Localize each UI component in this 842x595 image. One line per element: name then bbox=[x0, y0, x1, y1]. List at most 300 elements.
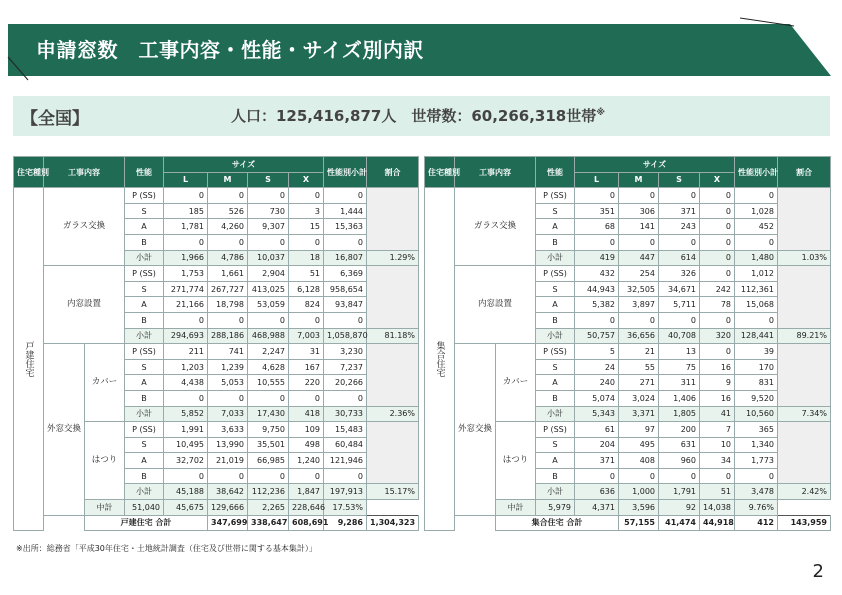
perf-subtotal-cell: 7,237 bbox=[324, 359, 367, 375]
perf-subtotal-cell: 10,560 bbox=[735, 406, 778, 422]
value-cell: 6,128 bbox=[289, 281, 324, 297]
value-cell: 0 bbox=[289, 188, 324, 204]
value-cell: 271,774 bbox=[164, 281, 208, 297]
value-cell: 0 bbox=[700, 188, 735, 204]
value-cell: 1,847 bbox=[289, 484, 324, 500]
value-cell: 7,003 bbox=[289, 328, 324, 344]
value-cell: 320 bbox=[700, 328, 735, 344]
value-cell: 2,904 bbox=[248, 266, 289, 282]
value-cell: 0 bbox=[248, 312, 289, 328]
perf-subtotal-cell: 3,478 bbox=[735, 484, 778, 500]
header-size-m: M bbox=[208, 172, 248, 188]
performance-cell: P (SS) bbox=[125, 422, 164, 438]
value-cell: 0 bbox=[575, 468, 619, 484]
total-value-cell: 347,699 bbox=[208, 515, 248, 531]
performance-cell: S bbox=[125, 437, 164, 453]
value-cell: 0 bbox=[248, 390, 289, 406]
ratio-cell: 1.29% bbox=[367, 250, 419, 266]
total-value-cell: 608,691 bbox=[289, 515, 324, 531]
value-cell: 0 bbox=[619, 312, 659, 328]
value-cell: 9,307 bbox=[248, 219, 289, 235]
subtotal-label: 小計 bbox=[125, 406, 164, 422]
value-cell: 34 bbox=[700, 453, 735, 469]
performance-cell: P (SS) bbox=[536, 422, 575, 438]
perf-subtotal-cell: 1,444 bbox=[324, 203, 367, 219]
value-cell: 1,991 bbox=[164, 422, 208, 438]
value-cell: 243 bbox=[659, 219, 700, 235]
ratio-cell bbox=[367, 266, 419, 328]
ratio-cell bbox=[778, 188, 831, 250]
value-cell: 3,596 bbox=[619, 500, 659, 516]
perf-subtotal-cell: 15,363 bbox=[324, 219, 367, 235]
page-title: 申請窓数 工事内容・性能・サイズ別内訳 bbox=[36, 38, 424, 62]
perf-subtotal-cell: 15,483 bbox=[324, 422, 367, 438]
subtotal-label: 小計 bbox=[536, 328, 575, 344]
ratio-cell: 9.76% bbox=[735, 500, 778, 516]
value-cell: 0 bbox=[164, 312, 208, 328]
header-ratio: 割合 bbox=[367, 157, 419, 188]
performance-cell: P (SS) bbox=[125, 266, 164, 282]
performance-cell: A bbox=[125, 453, 164, 469]
value-cell: 0 bbox=[659, 468, 700, 484]
perf-subtotal-cell: 0 bbox=[324, 468, 367, 484]
value-cell: 432 bbox=[575, 266, 619, 282]
header-size-x: X bbox=[289, 172, 324, 188]
ratio-cell bbox=[778, 266, 831, 328]
value-cell: 2,265 bbox=[248, 500, 289, 516]
subtotal-label: 小計 bbox=[125, 328, 164, 344]
population-text: 人口：125,416,877人 世帯数：60,266,318世帯 bbox=[231, 107, 597, 125]
value-cell: 636 bbox=[575, 484, 619, 500]
value-cell: 0 bbox=[700, 312, 735, 328]
performance-cell: B bbox=[125, 468, 164, 484]
value-cell: 4,628 bbox=[248, 359, 289, 375]
performance-cell: S bbox=[536, 281, 575, 297]
value-cell: 61 bbox=[575, 422, 619, 438]
performance-cell: B bbox=[536, 234, 575, 250]
value-cell: 0 bbox=[208, 234, 248, 250]
value-cell: 44,943 bbox=[575, 281, 619, 297]
value-cell: 0 bbox=[659, 234, 700, 250]
housing-type-cell: 集合住宅 bbox=[425, 188, 455, 531]
value-cell: 0 bbox=[575, 188, 619, 204]
value-cell: 730 bbox=[248, 203, 289, 219]
value-cell: 40,708 bbox=[659, 328, 700, 344]
value-cell: 240 bbox=[575, 375, 619, 391]
value-cell: 13 bbox=[659, 344, 700, 360]
header-size-s: S bbox=[248, 172, 289, 188]
value-cell: 0 bbox=[700, 266, 735, 282]
value-cell: 306 bbox=[619, 203, 659, 219]
value-cell: 5 bbox=[575, 344, 619, 360]
perf-subtotal-cell: 0 bbox=[324, 312, 367, 328]
performance-cell: P (SS) bbox=[125, 188, 164, 204]
header-size-s: S bbox=[659, 172, 700, 188]
header-housing-type: 住宅種別 bbox=[14, 157, 44, 188]
value-cell: 614 bbox=[659, 250, 700, 266]
value-cell: 200 bbox=[659, 422, 700, 438]
value-cell: 15 bbox=[289, 219, 324, 235]
value-cell: 271 bbox=[619, 375, 659, 391]
grand-total-row bbox=[425, 515, 831, 531]
value-cell: 294,693 bbox=[164, 328, 208, 344]
ratio-cell: 17.53% bbox=[324, 500, 367, 516]
value-cell: 5,852 bbox=[164, 406, 208, 422]
value-cell: 0 bbox=[700, 250, 735, 266]
performance-cell: S bbox=[536, 437, 575, 453]
value-cell: 5,979 bbox=[536, 500, 575, 516]
value-cell: 45,188 bbox=[164, 484, 208, 500]
total-value-cell: 338,647 bbox=[248, 515, 289, 531]
perf-subtotal-cell: 1,773 bbox=[735, 453, 778, 469]
value-cell: 326 bbox=[659, 266, 700, 282]
note-mark: ※ bbox=[596, 108, 605, 118]
perf-subtotal-cell: 0 bbox=[324, 188, 367, 204]
ratio-cell: 81.18% bbox=[367, 328, 419, 344]
value-cell: 3,024 bbox=[619, 390, 659, 406]
value-cell: 0 bbox=[659, 312, 700, 328]
value-cell: 0 bbox=[575, 312, 619, 328]
value-cell: 0 bbox=[700, 344, 735, 360]
performance-cell: P (SS) bbox=[125, 344, 164, 360]
value-cell: 75 bbox=[659, 359, 700, 375]
value-cell: 24 bbox=[575, 359, 619, 375]
ratio-cell: 7.34% bbox=[778, 406, 831, 422]
performance-cell: P (SS) bbox=[536, 266, 575, 282]
value-cell: 0 bbox=[208, 312, 248, 328]
performance-cell: S bbox=[125, 359, 164, 375]
value-cell: 4,438 bbox=[164, 375, 208, 391]
detached-house-table bbox=[13, 156, 419, 531]
performance-cell: B bbox=[125, 390, 164, 406]
header-size: サイズ bbox=[575, 157, 735, 173]
value-cell: 50,757 bbox=[575, 328, 619, 344]
performance-cell: A bbox=[536, 219, 575, 235]
value-cell: 741 bbox=[208, 344, 248, 360]
value-cell: 5,711 bbox=[659, 297, 700, 313]
value-cell: 0 bbox=[248, 468, 289, 484]
subtotal-label: 中計 bbox=[496, 500, 536, 516]
apartment-table bbox=[424, 156, 831, 531]
work-type-cell: 外窓交換 bbox=[455, 344, 496, 516]
value-cell: 5,074 bbox=[575, 390, 619, 406]
total-sum-cell: 1,304,323 bbox=[367, 515, 419, 531]
total-value-cell: 44,918 bbox=[700, 515, 735, 531]
ratio-cell: 15.17% bbox=[367, 484, 419, 500]
value-cell: 1,239 bbox=[208, 359, 248, 375]
value-cell: 3,633 bbox=[208, 422, 248, 438]
perf-subtotal-cell: 0 bbox=[324, 234, 367, 250]
subtotal-label: 小計 bbox=[536, 484, 575, 500]
ratio-cell: 89.21% bbox=[778, 328, 831, 344]
value-cell: 1,661 bbox=[208, 266, 248, 282]
value-cell: 51,040 bbox=[125, 500, 164, 516]
value-cell: 418 bbox=[289, 406, 324, 422]
table-row bbox=[425, 344, 831, 360]
value-cell: 5,053 bbox=[208, 375, 248, 391]
value-cell: 32,702 bbox=[164, 453, 208, 469]
perf-subtotal-cell: 39 bbox=[735, 344, 778, 360]
perf-subtotal-cell: 197,913 bbox=[324, 484, 367, 500]
performance-cell: S bbox=[125, 203, 164, 219]
table-row bbox=[425, 188, 831, 204]
perf-subtotal-cell: 0 bbox=[735, 468, 778, 484]
value-cell: 0 bbox=[164, 390, 208, 406]
value-cell: 0 bbox=[248, 234, 289, 250]
value-cell: 3,897 bbox=[619, 297, 659, 313]
total-sum-cell: 143,959 bbox=[778, 515, 831, 531]
perf-subtotal-cell: 3,230 bbox=[324, 344, 367, 360]
perf-subtotal-cell: 0 bbox=[735, 312, 778, 328]
performance-cell: A bbox=[125, 219, 164, 235]
work-type-cell: ガラス交換 bbox=[455, 188, 536, 266]
performance-cell: A bbox=[536, 297, 575, 313]
value-cell: 254 bbox=[619, 266, 659, 282]
work-type-cell: 内窓設置 bbox=[44, 266, 125, 344]
value-cell: 16 bbox=[700, 390, 735, 406]
subtotal-label: 小計 bbox=[536, 250, 575, 266]
header-subtotal: 性能別小計 bbox=[735, 157, 778, 188]
value-cell: 0 bbox=[289, 234, 324, 250]
value-cell: 5,343 bbox=[575, 406, 619, 422]
value-cell: 1,240 bbox=[289, 453, 324, 469]
subtotal-label: 小計 bbox=[125, 250, 164, 266]
ratio-cell: 2.36% bbox=[367, 406, 419, 422]
value-cell: 4,260 bbox=[208, 219, 248, 235]
value-cell: 0 bbox=[700, 203, 735, 219]
value-cell: 34,671 bbox=[659, 281, 700, 297]
value-cell: 17,430 bbox=[248, 406, 289, 422]
value-cell: 371 bbox=[575, 453, 619, 469]
performance-cell: B bbox=[536, 312, 575, 328]
perf-subtotal-cell: 6,369 bbox=[324, 266, 367, 282]
blank-cell bbox=[44, 515, 85, 531]
value-cell: 13,990 bbox=[208, 437, 248, 453]
value-cell: 824 bbox=[289, 297, 324, 313]
value-cell: 21,166 bbox=[164, 297, 208, 313]
value-cell: 92 bbox=[659, 500, 700, 516]
value-cell: 267,727 bbox=[208, 281, 248, 297]
value-cell: 129,666 bbox=[208, 500, 248, 516]
value-cell: 220 bbox=[289, 375, 324, 391]
value-cell: 0 bbox=[700, 234, 735, 250]
perf-subtotal-cell: 831 bbox=[735, 375, 778, 391]
value-cell: 0 bbox=[164, 188, 208, 204]
value-cell: 413,025 bbox=[248, 281, 289, 297]
perf-subtotal-cell: 30,733 bbox=[324, 406, 367, 422]
region-label: 【全国】 bbox=[21, 109, 89, 129]
value-cell: 0 bbox=[208, 468, 248, 484]
header-size-l: L bbox=[164, 172, 208, 188]
value-cell: 204 bbox=[575, 437, 619, 453]
value-cell: 419 bbox=[575, 250, 619, 266]
subtotal-label: 中計 bbox=[85, 500, 125, 516]
perf-subtotal-cell: 112,361 bbox=[735, 281, 778, 297]
value-cell: 351 bbox=[575, 203, 619, 219]
value-cell: 0 bbox=[700, 468, 735, 484]
value-cell: 1,781 bbox=[164, 219, 208, 235]
perf-subtotal-cell: 1,340 bbox=[735, 437, 778, 453]
value-cell: 21,019 bbox=[208, 453, 248, 469]
header-housing-type: 住宅種別 bbox=[425, 157, 455, 188]
perf-subtotal-cell: 958,654 bbox=[324, 281, 367, 297]
value-cell: 35,501 bbox=[248, 437, 289, 453]
value-cell: 41 bbox=[700, 406, 735, 422]
value-cell: 0 bbox=[289, 468, 324, 484]
value-cell: 66,985 bbox=[248, 453, 289, 469]
value-cell: 0 bbox=[700, 219, 735, 235]
title-banner bbox=[8, 24, 831, 76]
value-cell: 0 bbox=[659, 188, 700, 204]
value-cell: 5,382 bbox=[575, 297, 619, 313]
blank-cell bbox=[455, 515, 496, 531]
total-value-cell: 57,155 bbox=[619, 515, 659, 531]
value-cell: 408 bbox=[619, 453, 659, 469]
value-cell: 211 bbox=[164, 344, 208, 360]
header-size-l: L bbox=[575, 172, 619, 188]
subtotal-label: 小計 bbox=[536, 406, 575, 422]
perf-subtotal-cell: 128,441 bbox=[735, 328, 778, 344]
perf-subtotal-cell: 1,028 bbox=[735, 203, 778, 219]
value-cell: 78 bbox=[700, 297, 735, 313]
value-cell: 0 bbox=[208, 188, 248, 204]
value-cell: 112,236 bbox=[248, 484, 289, 500]
table-row bbox=[14, 266, 419, 282]
perf-subtotal-cell: 93,847 bbox=[324, 297, 367, 313]
value-cell: 288,186 bbox=[208, 328, 248, 344]
value-cell: 311 bbox=[659, 375, 700, 391]
performance-cell: P (SS) bbox=[536, 188, 575, 204]
perf-subtotal-cell: 170 bbox=[735, 359, 778, 375]
value-cell: 53,059 bbox=[248, 297, 289, 313]
value-cell: 10,495 bbox=[164, 437, 208, 453]
value-cell: 495 bbox=[619, 437, 659, 453]
grand-total-label: 戸建住宅 合計 bbox=[85, 515, 208, 531]
performance-cell: B bbox=[536, 468, 575, 484]
perf-subtotal-cell: 1,012 bbox=[735, 266, 778, 282]
performance-cell: S bbox=[536, 203, 575, 219]
perf-subtotal-cell: 14,038 bbox=[700, 500, 735, 516]
header-ratio: 割合 bbox=[778, 157, 831, 188]
perf-subtotal-cell: 15,068 bbox=[735, 297, 778, 313]
population-label bbox=[231, 105, 605, 126]
performance-cell: B bbox=[125, 312, 164, 328]
value-cell: 21 bbox=[619, 344, 659, 360]
perf-subtotal-cell: 365 bbox=[735, 422, 778, 438]
value-cell: 0 bbox=[208, 390, 248, 406]
table-row bbox=[14, 344, 419, 360]
value-cell: 4,786 bbox=[208, 250, 248, 266]
header-size-x: X bbox=[700, 172, 735, 188]
value-cell: 7,033 bbox=[208, 406, 248, 422]
perf-subtotal-cell: 0 bbox=[324, 390, 367, 406]
ratio-cell bbox=[367, 422, 419, 484]
value-cell: 0 bbox=[619, 234, 659, 250]
value-cell: 3,371 bbox=[619, 406, 659, 422]
grand-total-label: 集合住宅 合計 bbox=[496, 515, 619, 531]
value-cell: 10 bbox=[700, 437, 735, 453]
performance-cell: A bbox=[125, 297, 164, 313]
value-cell: 3 bbox=[289, 203, 324, 219]
value-cell: 4,371 bbox=[575, 500, 619, 516]
total-value-cell: 41,474 bbox=[659, 515, 700, 531]
header-performance: 性能 bbox=[125, 157, 164, 188]
value-cell: 141 bbox=[619, 219, 659, 235]
value-cell: 7 bbox=[700, 422, 735, 438]
performance-cell: A bbox=[536, 453, 575, 469]
method-cell: はつり bbox=[496, 422, 536, 500]
work-type-cell: 内窓設置 bbox=[455, 266, 536, 344]
table-row bbox=[14, 188, 419, 204]
perf-subtotal-cell: 20,266 bbox=[324, 375, 367, 391]
header-subtotal: 性能別小計 bbox=[324, 157, 367, 188]
work-type-cell: ガラス交換 bbox=[44, 188, 125, 266]
perf-subtotal-cell: 228,646 bbox=[289, 500, 324, 516]
value-cell: 1,791 bbox=[659, 484, 700, 500]
value-cell: 631 bbox=[659, 437, 700, 453]
value-cell: 2,247 bbox=[248, 344, 289, 360]
value-cell: 167 bbox=[289, 359, 324, 375]
header-work: 工事内容 bbox=[44, 157, 125, 188]
source-note: ※出所：総務省「平成30年住宅・土地統計調査（住宅及び世帯に関する基本集計）」 bbox=[16, 544, 317, 553]
header-performance: 性能 bbox=[536, 157, 575, 188]
value-cell: 45,675 bbox=[164, 500, 208, 516]
header-work: 工事内容 bbox=[455, 157, 536, 188]
value-cell: 0 bbox=[289, 312, 324, 328]
subtotal-label: 小計 bbox=[125, 484, 164, 500]
value-cell: 960 bbox=[659, 453, 700, 469]
value-cell: 242 bbox=[700, 281, 735, 297]
method-cell: カバー bbox=[85, 344, 125, 422]
value-cell: 97 bbox=[619, 422, 659, 438]
performance-cell: B bbox=[536, 390, 575, 406]
ratio-cell: 2.42% bbox=[778, 484, 831, 500]
performance-cell: B bbox=[125, 234, 164, 250]
method-cell: はつり bbox=[85, 422, 125, 500]
value-cell: 1,000 bbox=[619, 484, 659, 500]
value-cell: 1,805 bbox=[659, 406, 700, 422]
summary-bar bbox=[13, 96, 830, 136]
grand-total-row bbox=[14, 515, 419, 531]
value-cell: 0 bbox=[619, 188, 659, 204]
header-size-m: M bbox=[619, 172, 659, 188]
perf-subtotal-cell: 0 bbox=[735, 234, 778, 250]
value-cell: 185 bbox=[164, 203, 208, 219]
performance-cell: P (SS) bbox=[536, 344, 575, 360]
value-cell: 526 bbox=[208, 203, 248, 219]
value-cell: 0 bbox=[248, 188, 289, 204]
value-cell: 36,656 bbox=[619, 328, 659, 344]
value-cell: 38,642 bbox=[208, 484, 248, 500]
value-cell: 0 bbox=[164, 468, 208, 484]
value-cell: 1,753 bbox=[164, 266, 208, 282]
table-row bbox=[425, 266, 831, 282]
value-cell: 1,406 bbox=[659, 390, 700, 406]
work-type-cell: 外窓交換 bbox=[44, 344, 85, 516]
value-cell: 1,203 bbox=[164, 359, 208, 375]
value-cell: 51 bbox=[289, 266, 324, 282]
ratio-cell: 1.03% bbox=[778, 250, 831, 266]
value-cell: 468,988 bbox=[248, 328, 289, 344]
value-cell: 0 bbox=[164, 234, 208, 250]
value-cell: 0 bbox=[619, 468, 659, 484]
value-cell: 9 bbox=[700, 375, 735, 391]
performance-cell: S bbox=[125, 281, 164, 297]
value-cell: 32,505 bbox=[619, 281, 659, 297]
value-cell: 447 bbox=[619, 250, 659, 266]
value-cell: 16 bbox=[700, 359, 735, 375]
housing-type-cell: 戸建住宅 bbox=[14, 188, 44, 531]
